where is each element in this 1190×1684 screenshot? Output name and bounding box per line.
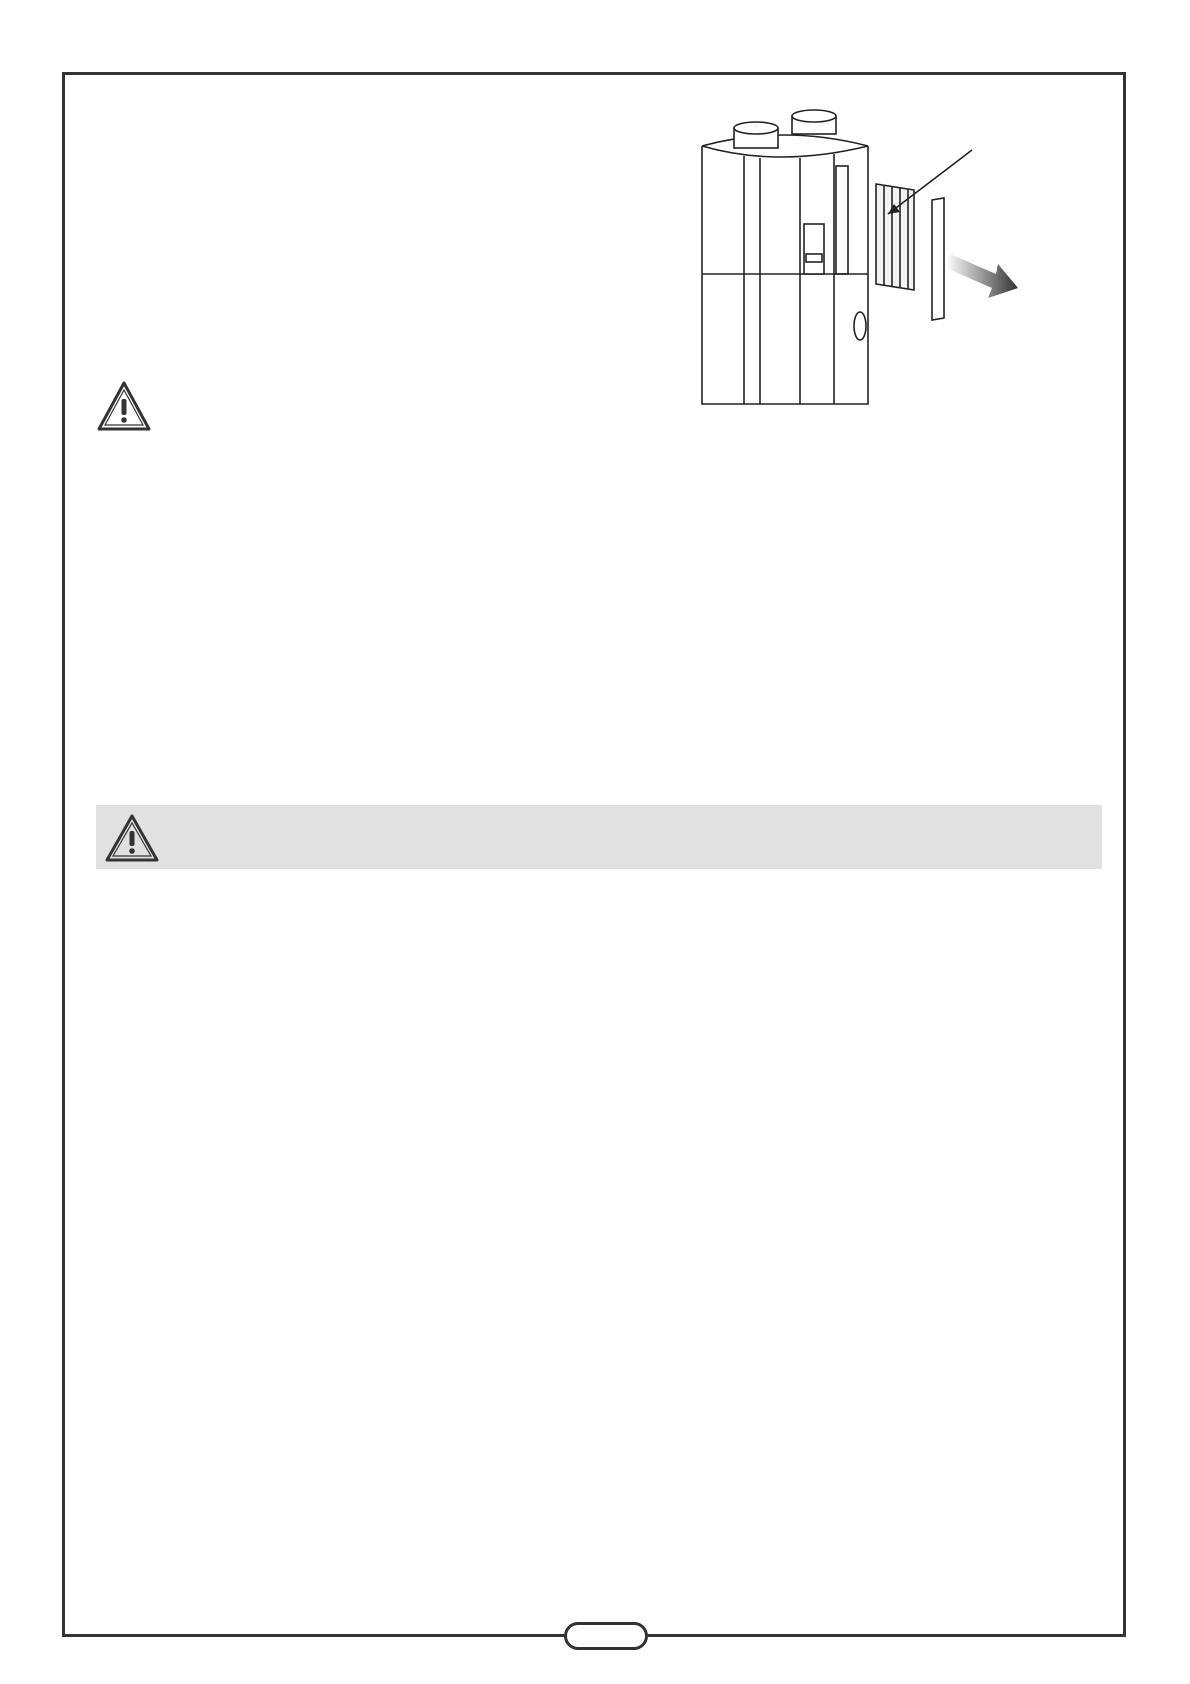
heat-pump-filter-removal-illustration [688, 104, 1048, 406]
warning-triangle-icon [104, 813, 160, 863]
warning-banner [96, 805, 1102, 869]
page-number-tab [564, 1622, 648, 1650]
warning-triangle-icon [96, 380, 152, 432]
